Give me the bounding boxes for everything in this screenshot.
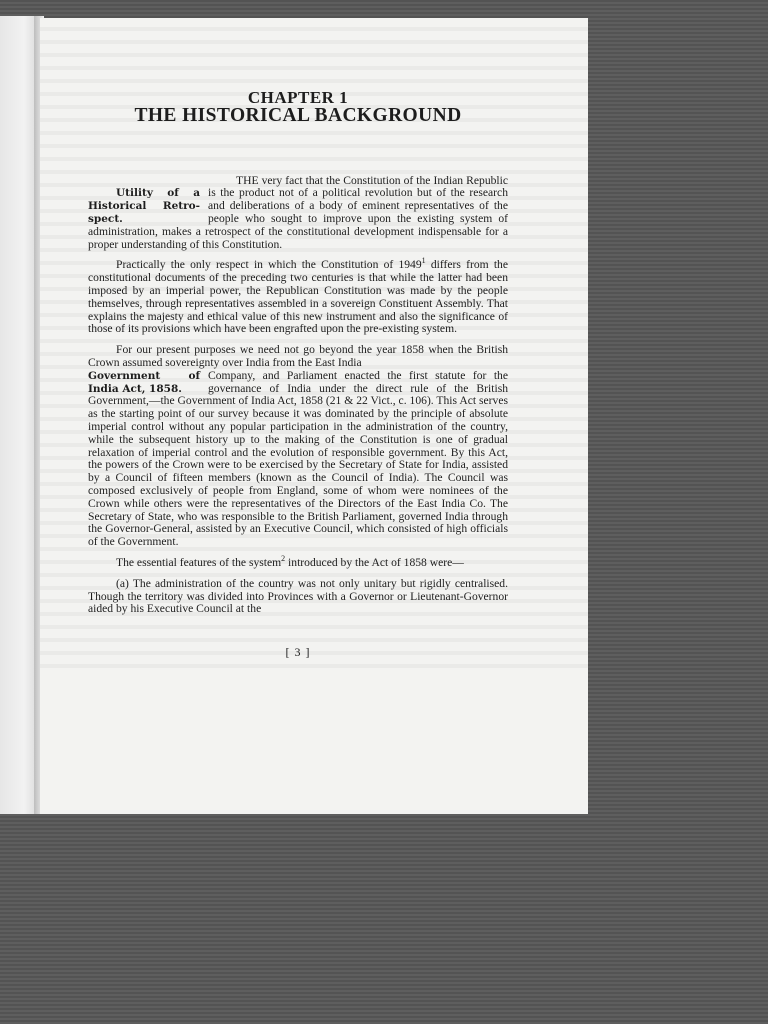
paragraph-2-text-b: differs from the constitutional documents of the preceding two centuries is that while the latter had been imposed by an imperial power, the Republican Constitution was made by the people themselves, through representatives assembled in a sovereign Constituent Assembly. That explains the majesty and ethical value of this new instrument and also the significance of those of its provisions which have been engrafted upon the pre-existing system. [88, 258, 508, 336]
paragraph-2-text-a: Practically the only respect in which the Constitution of 1949 [116, 258, 422, 272]
footnote-ref-1: 1 [421, 256, 426, 266]
paragraph-2 [88, 256, 508, 336]
paragraph-5: (a) The administration of the country was not only unitary but rigidly centralised. Though the territory was divided into Provinces with a Governor or Lieutenant-Governor aided by his Executive Council at the [88, 576, 508, 616]
chapter-title: THE HISTORICAL BACKGROUND [134, 104, 462, 126]
side-note-act-1858: Government of India Act, 1858. [88, 369, 200, 395]
paragraph-4 [88, 554, 508, 570]
footnote-ref-2: 2 [281, 554, 286, 564]
chapter-label: CHAPTER 1 [247, 88, 349, 107]
paragraph-3-continued [88, 370, 508, 549]
side-note-utility: Utility of a Historical Retro-spect. [88, 187, 200, 225]
paragraph-3-text: Company, and Parliament enacted the first statute for the governance of India under the direct rule of the British Government,—the Government of India Act, 1858 (21 & 22 Vict., c. 106). This Act serves as the starting point of our survey because it was dominated by the principle of absolute imperial control without any popular participation in the administration of the country, while the subsequent history up to the making of the Constitution is one of gradual relaxation of imperial control and the evolution of responsible government. By this Act, the powers of the Crown were to be exercised by the Secretary of State for India, assisted by a Council of fifteen members (known as the Council of India). The Council was composed exclusively of people from England, some of whom were nominees of the Crown while others were the representatives of the Directors of the East India Co. The Secretary of State, who was responsible to the British Parliament, governed India through the Governor-General, assisted by an Executive Council, which consisted of high officials of the Government. [88, 368, 508, 549]
paragraph-3-lead: For our present purposes we need not go beyond the year 1858 when the British Crown assumed sovereignty over India from the East India [88, 343, 508, 369]
paragraph-1-text: THE very fact that the Constitution of the Indian Republic is the product not of a political revolution but of the research and deliberations of a body of eminent representatives of the people who sought to improve upon the existing system of administration, makes a retrospect of the constitutional development indispensable for a proper understanding of this Constitution. [88, 173, 508, 251]
paragraph-1 [88, 175, 508, 252]
paragraph-4-text-b: introduced by the Act of 1858 were— [285, 555, 464, 569]
book-page [40, 18, 588, 814]
page-number: [ 3 ] [285, 645, 311, 660]
page-content [88, 88, 508, 660]
paragraph-3 [88, 344, 508, 370]
paragraph-4-text-a: The essential features of the system [116, 555, 282, 569]
